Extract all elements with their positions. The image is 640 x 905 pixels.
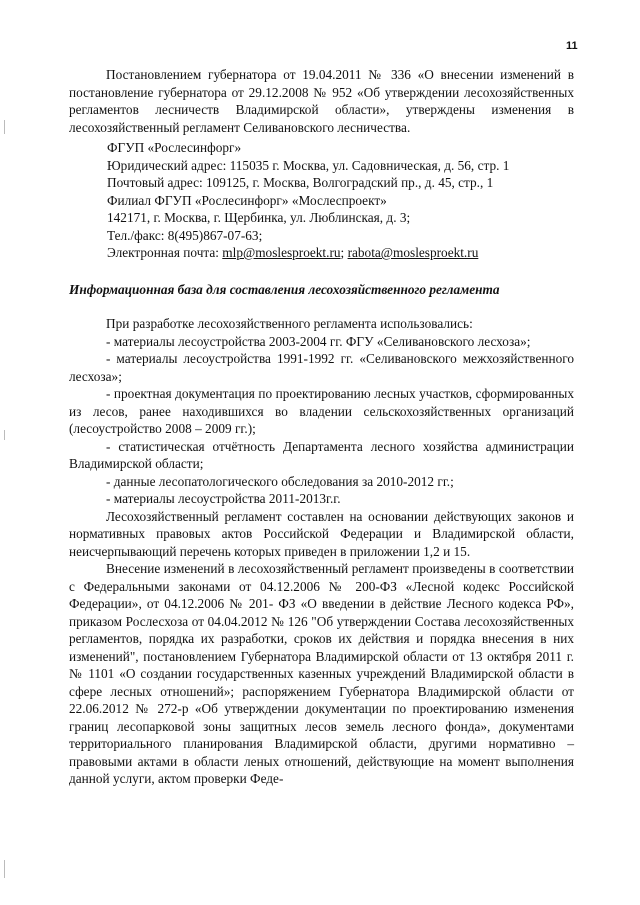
org-name: ФГУП «Рослесинфорг» [107,140,242,155]
email-link-rabota[interactable]: rabota@moslesproekt.ru [347,245,479,260]
sources-intro: При разработке лесохозяйственного регламента использовались: [106,316,473,331]
source-item: - материалы лесоустройства 1991-1992 гг. «Селивановского межхозяйственного лесхоза»; [69,351,574,384]
branch-address: 142171, г. Москва, г. Щербинка, ул. Люблинская, д. 3; [107,210,411,225]
scan-margin-mark [4,430,5,440]
email-line [107,244,574,262]
source-item: - проектная документация по проектированию лесных участков, сформированных из лесов, ранее находившихся во владении сельскохозяйственных организаций (лесоустройство 2008 – 2009 гг.); [69,386,574,436]
source-item: - материалы лесоустройства 2011-2013г.г. [106,491,341,506]
changes-paragraph: Внесение изменений в лесохозяйственный регламент произведены в соответствии с Федеральными законами от 04.12.2006 № 200-ФЗ «Лесной кодекс Российской Федерации», от 04.12.2006 № 201- ФЗ «О введении в действие Лесного кодекса РФ», приказом Рослесхоза от 04.04.2012 № 126 "Об утверждении Состава лесохозяйственных регламентов, порядка их разработки, сроков их действия и порядка внесения в них изменений", постановлением Губернатора Владимирской области от 13 октября 2011 г. № 1101 «О создании государственных казенных учреждений Владимирской области в сфере лесных отношений»; распоряжением Губернатора Владимирской области от 22.06.2012 № 272-р «Об утверждении документации по проектированию изменения границ лесопарковой зоны защитных лесов земель лесного фонда», документами территориального планирования Владимирской области, другими нормативно – правовыми актами в области леных отношений, действующие на момент выполнения данной услуги, актом проверки Феде- [69,561,574,786]
email-label: Электронная почта: [107,245,223,260]
scan-margin-mark [4,120,5,134]
scan-margin-mark [4,860,5,878]
postal-address: Почтовый адрес: 109125, г. Москва, Волгоградский пр., д. 45, стр., 1 [107,175,494,190]
section-heading: Информационная база для составления лесохозяйственного регламента [69,281,500,297]
source-item: - данные лесопатологического обследования за 2010-2012 гг.; [106,473,454,489]
legal-address: Юридический адрес: 115035 г. Москва, ул. Садовническая, д. 56, стр. 1 [107,157,510,173]
email-link-mlp[interactable]: mlp@moslesproekt.ru [222,245,341,260]
phone-fax: Тел./факс: 8(495)867-07-63; [107,227,263,243]
source-item: - статистическая отчётность Департамента лесного хозяйства администрации Владимирской области; [69,438,574,471]
regulation-paragraph: Лесохозяйственный регламент составлен на основании действующих законов и нормативных правовых актов Российской Федерации и Владимирской области, неисчерпывающий перечень которых приведен в приложении 1,2 и 15. [69,508,574,559]
document-body [69,66,574,788]
email-separator: ; [340,245,348,260]
address-block [69,139,574,262]
source-item: - материалы лесоустройства 2003-2004 гг. ФГУ «Селивановского лесхоза»; [106,333,531,349]
intro-paragraph: Постановлением губернатора от 19.04.2011 № 336 «О внесении изменений в постановление губернатора от 29.12.2008 № 952 «Об утверждении лесохозяйственных регламентов лесничеств Владимирской области», утверждены изменения в лесохозяйственный регламент Селивановского лесничества. [69,67,574,135]
branch-name: Филиал ФГУП «Рослесинфорг» «Мослеспроект» [107,192,387,208]
page-number: 11 [566,40,578,52]
